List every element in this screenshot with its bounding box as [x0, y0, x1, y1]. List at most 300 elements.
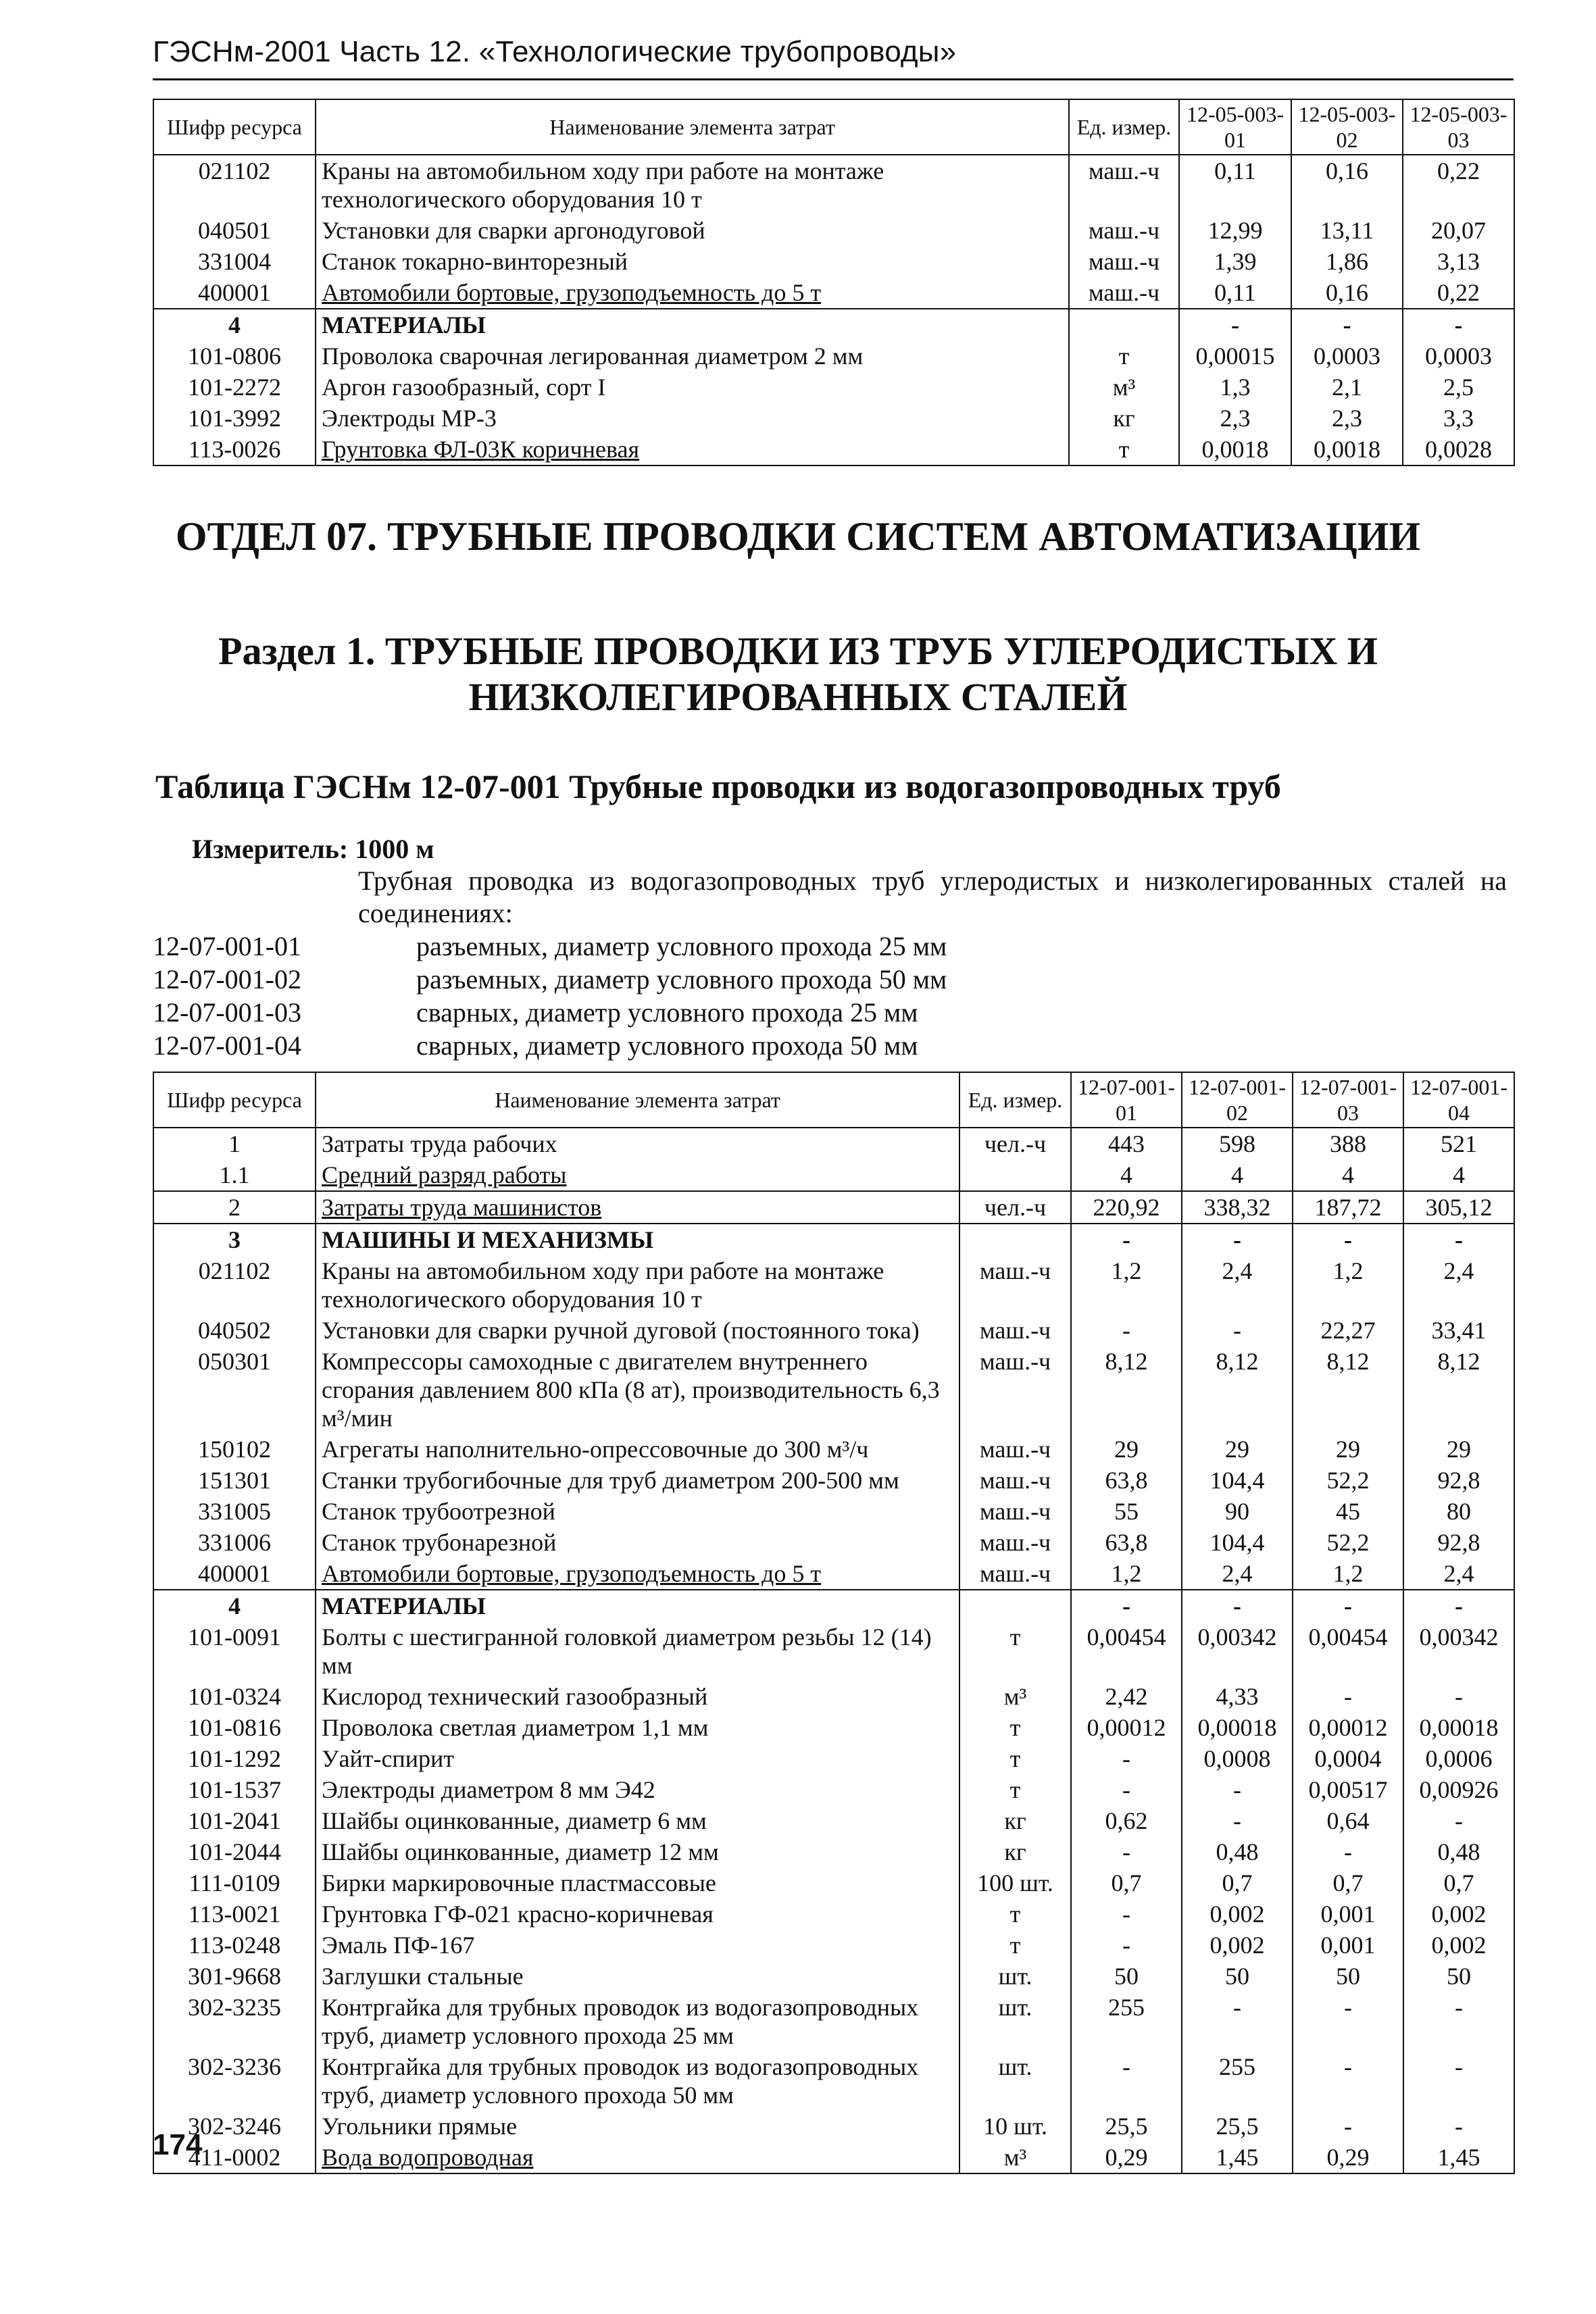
- value-cell: 0,0018: [1179, 434, 1291, 466]
- value-cell: 0,11: [1179, 277, 1291, 309]
- unit-cell: 10 шт.: [959, 2111, 1071, 2142]
- table-row: [153, 2051, 1514, 2111]
- value-cell: 0,0018: [1291, 434, 1403, 466]
- unit-cell: маш.-ч: [1069, 155, 1179, 215]
- value-cell: -: [1403, 2111, 1514, 2142]
- resource-code-cell: 1: [153, 1128, 316, 1159]
- unit-cell: маш.-ч: [959, 1465, 1071, 1496]
- resource-name-cell: Кислород технический газообразный: [316, 1681, 959, 1712]
- unit-cell: т: [959, 1743, 1071, 1774]
- value-cell: 0,48: [1182, 1836, 1293, 1867]
- table-row: [153, 2142, 1514, 2173]
- value-cell: -: [1403, 309, 1514, 341]
- resource-name-cell: Станок трубонарезной: [316, 1527, 959, 1558]
- table-row: [153, 1836, 1514, 1867]
- value-cell: 2,3: [1179, 403, 1291, 434]
- value-cell: -: [1403, 1992, 1514, 2051]
- unit-cell: маш.-ч: [959, 1255, 1071, 1315]
- value-cell: 521: [1403, 1128, 1514, 1159]
- value-cell: 0,7: [1182, 1867, 1293, 1898]
- resource-name-cell: Бирки маркировочные пластмассовые: [316, 1867, 959, 1898]
- resource-name-cell: Угольники прямые: [316, 2111, 959, 2142]
- resource-name-cell: Установки для сварки ручной дуговой (постоянного тока): [316, 1315, 959, 1346]
- value-cell: 1,3: [1179, 372, 1291, 403]
- resource-code-cell: 021102: [153, 1255, 316, 1315]
- resource-code-cell: 331004: [153, 246, 316, 277]
- value-cell: 0,002: [1182, 1930, 1293, 1961]
- col-header-variant-2: 12-07-001-02: [1182, 1072, 1293, 1128]
- value-cell: -: [1182, 1774, 1293, 1805]
- table-row: [153, 1898, 1514, 1930]
- value-cell: 0,0008: [1182, 1743, 1293, 1774]
- table-row: [153, 1743, 1514, 1774]
- resource-code-cell: 150102: [153, 1434, 316, 1465]
- table-row: [153, 309, 1514, 341]
- col-header-variant-1: 12-05-003-01: [1179, 99, 1291, 155]
- page-number: 174: [153, 2128, 203, 2161]
- unit-cell: шт.: [959, 1992, 1071, 2051]
- unit-cell: маш.-ч: [959, 1558, 1071, 1590]
- table-row: [153, 1128, 1514, 1159]
- value-cell: 50: [1071, 1961, 1182, 1992]
- resource-name-cell: Заглушки стальные: [316, 1961, 959, 1992]
- table-row: [153, 246, 1514, 277]
- resource-name-cell: Грунтовка ФЛ-03К коричневая: [316, 434, 1069, 466]
- unit-cell: маш.-ч: [1069, 246, 1179, 277]
- value-cell: 0,00454: [1293, 1621, 1403, 1681]
- resource-name-cell: Проволока сварочная легированная диаметром 2 мм: [316, 341, 1069, 372]
- table-row: [153, 1712, 1514, 1743]
- value-cell: 0,00517: [1293, 1774, 1403, 1805]
- variant-text: сварных, диаметр условного прохода 25 мм: [416, 997, 918, 1028]
- resource-code-cell: 331006: [153, 1527, 316, 1558]
- value-cell: -: [1403, 2051, 1514, 2111]
- value-cell: 0,00012: [1071, 1712, 1182, 1743]
- resource-code-cell: 302-3246: [153, 2111, 316, 2142]
- col-header-variant-1: 12-07-001-01: [1071, 1072, 1182, 1128]
- value-cell: 0,48: [1403, 1836, 1514, 1867]
- resource-name-cell: МАШИНЫ И МЕХАНИЗМЫ: [316, 1224, 959, 1255]
- resource-code-cell: 151301: [153, 1465, 316, 1496]
- resource-name-cell: Электроды диаметром 8 мм Э42: [316, 1774, 959, 1805]
- resource-name-cell: Станок токарно-винторезный: [316, 246, 1069, 277]
- variant-row: [153, 963, 947, 996]
- value-cell: 0,62: [1071, 1805, 1182, 1836]
- table-row: [153, 1434, 1514, 1465]
- resource-name-cell: Электроды МР-3: [316, 403, 1069, 434]
- table-row: [153, 1621, 1514, 1681]
- table-row: [153, 341, 1514, 372]
- variant-row: [153, 930, 947, 963]
- value-cell: -: [1293, 2111, 1403, 2142]
- table-row: [153, 1961, 1514, 1992]
- table-row: [153, 1590, 1514, 1621]
- variant-code: 12-07-001-04: [153, 1030, 301, 1061]
- value-cell: -: [1071, 1743, 1182, 1774]
- table-row: [153, 1527, 1514, 1558]
- value-cell: 0,00018: [1182, 1712, 1293, 1743]
- unit-cell: чел.-ч: [959, 1191, 1071, 1224]
- value-cell: 50: [1403, 1961, 1514, 1992]
- value-cell: -: [1182, 1224, 1293, 1255]
- variant-code: 12-07-001-02: [153, 964, 301, 995]
- table-row: [153, 1681, 1514, 1712]
- value-cell: 0,7: [1293, 1867, 1403, 1898]
- value-cell: 0,00342: [1403, 1621, 1514, 1681]
- value-cell: -: [1182, 1992, 1293, 2051]
- table-row: [153, 1496, 1514, 1527]
- resource-name-cell: Средний разряд работы: [316, 1159, 959, 1191]
- value-cell: 1,45: [1403, 2142, 1514, 2173]
- value-cell: -: [1182, 1315, 1293, 1346]
- unit-cell: маш.-ч: [959, 1527, 1071, 1558]
- table-row: [153, 155, 1514, 215]
- value-cell: 1,86: [1291, 246, 1403, 277]
- resource-code-cell: 400001: [153, 1558, 316, 1590]
- unit-cell: кг: [959, 1805, 1071, 1836]
- value-cell: 63,8: [1071, 1527, 1182, 1558]
- unit-cell: шт.: [959, 2051, 1071, 2111]
- value-cell: 2,4: [1403, 1255, 1514, 1315]
- value-cell: 0,001: [1293, 1930, 1403, 1961]
- resource-code-cell: 101-0816: [153, 1712, 316, 1743]
- resource-code-cell: 101-2041: [153, 1805, 316, 1836]
- resource-code-cell: 021102: [153, 155, 316, 215]
- section-heading-line-2: НИЗКОЛЕГИРОВАННЫХ СТАЛЕЙ: [468, 675, 1128, 719]
- resource-name-cell: Шайбы оцинкованные, диаметр 6 мм: [316, 1805, 959, 1836]
- resource-name-cell: МАТЕРИАЛЫ: [316, 309, 1069, 341]
- unit-cell: маш.-ч: [1069, 215, 1179, 246]
- value-cell: 388: [1293, 1128, 1403, 1159]
- unit-cell: маш.-ч: [959, 1496, 1071, 1527]
- col-header-name: Наименование элемента затрат: [316, 99, 1069, 155]
- table-title: Таблица ГЭСНм 12-07-001 Трубные проводки из водогазопроводных труб: [155, 768, 1281, 805]
- value-cell: 0,0003: [1291, 341, 1403, 372]
- value-cell: 0,7: [1071, 1867, 1182, 1898]
- table-row: [153, 215, 1514, 246]
- unit-cell: маш.-ч: [959, 1346, 1071, 1434]
- value-cell: -: [1291, 309, 1403, 341]
- variant-text: разъемных, диаметр условного прохода 25 мм: [416, 931, 947, 961]
- value-cell: 92,8: [1403, 1527, 1514, 1558]
- table-row: [153, 1346, 1514, 1434]
- unit-cell: шт.: [959, 1961, 1071, 1992]
- value-cell: -: [1071, 1315, 1182, 1346]
- value-cell: 63,8: [1071, 1465, 1182, 1496]
- resource-code-cell: 3: [153, 1224, 316, 1255]
- unit-cell: т: [959, 1712, 1071, 1743]
- table-row: [153, 1774, 1514, 1805]
- value-cell: 29: [1293, 1434, 1403, 1465]
- table-row: [153, 1224, 1514, 1255]
- resource-name-cell: Станок трубоотрезной: [316, 1496, 959, 1527]
- value-cell: -: [1182, 1805, 1293, 1836]
- resource-code-cell: 101-0806: [153, 341, 316, 372]
- table-row: [153, 2111, 1514, 2142]
- value-cell: 1,2: [1071, 1255, 1182, 1315]
- value-cell: 2,3: [1291, 403, 1403, 434]
- unit-cell: т: [959, 1930, 1071, 1961]
- value-cell: 8,12: [1403, 1346, 1514, 1434]
- table-row: [153, 1465, 1514, 1496]
- unit-cell: т: [1069, 434, 1179, 466]
- value-cell: 2,4: [1182, 1558, 1293, 1590]
- table-header-row: [153, 1072, 1514, 1128]
- unit-cell: маш.-ч: [959, 1434, 1071, 1465]
- variant-row: [153, 996, 947, 1029]
- value-cell: 2,5: [1403, 372, 1514, 403]
- value-cell: -: [1403, 1224, 1514, 1255]
- table-row: [153, 1191, 1514, 1224]
- resource-code-cell: 302-3236: [153, 2051, 316, 2111]
- value-cell: 3,3: [1403, 403, 1514, 434]
- table-intro: Трубная проводка из водогазопроводных труб углеродистых и низколегированных сталей на соединениях:: [358, 865, 1507, 928]
- unit-cell: м³: [959, 2142, 1071, 2173]
- resource-code-cell: 111-0109: [153, 1867, 316, 1898]
- resource-code-cell: 113-0026: [153, 434, 316, 466]
- resource-code-cell: 113-0248: [153, 1930, 316, 1961]
- col-header-variant-3: 12-07-001-03: [1293, 1072, 1403, 1128]
- unit-cell: м³: [959, 1681, 1071, 1712]
- value-cell: 25,5: [1071, 2111, 1182, 2142]
- table-row: [153, 1992, 1514, 2051]
- value-cell: 0,002: [1182, 1898, 1293, 1930]
- resource-name-cell: Проволока светлая диаметром 1,1 мм: [316, 1712, 959, 1743]
- value-cell: 0,0028: [1403, 434, 1514, 466]
- value-cell: 0,002: [1403, 1898, 1514, 1930]
- value-cell: 305,12: [1403, 1191, 1514, 1224]
- resource-name-cell: Краны на автомобильном ходу при работе на монтаже технологического оборудования 10 т: [316, 1255, 959, 1315]
- measurement-unit: Измеритель: 1000 м: [192, 834, 434, 864]
- resource-code-cell: 331005: [153, 1496, 316, 1527]
- unit-cell: [1069, 309, 1179, 341]
- value-cell: 0,0004: [1293, 1743, 1403, 1774]
- value-cell: 0,64: [1293, 1805, 1403, 1836]
- value-cell: 50: [1293, 1961, 1403, 1992]
- value-cell: 1,2: [1293, 1558, 1403, 1590]
- variant-code: 12-07-001-01: [153, 931, 301, 961]
- variant-list: [153, 930, 947, 1062]
- value-cell: 104,4: [1182, 1465, 1293, 1496]
- resource-name-cell: Краны на автомобильном ходу при работе на монтаже технологического оборудования 10 т: [316, 155, 1069, 215]
- col-header-variant-3: 12-05-003-03: [1403, 99, 1514, 155]
- resource-name-cell: Уайт-спирит: [316, 1743, 959, 1774]
- value-cell: 255: [1182, 2051, 1293, 2111]
- table-row: [153, 1558, 1514, 1590]
- value-cell: 0,0003: [1403, 341, 1514, 372]
- value-cell: 4: [1293, 1159, 1403, 1191]
- value-cell: 1,39: [1179, 246, 1291, 277]
- value-cell: 8,12: [1071, 1346, 1182, 1434]
- value-cell: 4: [1071, 1159, 1182, 1191]
- resource-code-cell: 113-0021: [153, 1898, 316, 1930]
- value-cell: 0,0006: [1403, 1743, 1514, 1774]
- value-cell: -: [1071, 1774, 1182, 1805]
- resource-name-cell: Автомобили бортовые, грузоподъемность до 5 т: [316, 1558, 959, 1590]
- resource-name-cell: Станки трубогибочные для труб диаметром 200-500 мм: [316, 1465, 959, 1496]
- resource-code-cell: 411-0002: [153, 2142, 316, 2173]
- unit-cell: т: [959, 1621, 1071, 1681]
- col-header-variant-2: 12-05-003-02: [1291, 99, 1403, 155]
- value-cell: 0,00018: [1403, 1712, 1514, 1743]
- value-cell: -: [1071, 1224, 1182, 1255]
- value-cell: 1,45: [1182, 2142, 1293, 2173]
- value-cell: -: [1071, 1836, 1182, 1867]
- value-cell: 52,2: [1293, 1527, 1403, 1558]
- section-heading: [0, 628, 1596, 720]
- value-cell: 0,00015: [1179, 341, 1291, 372]
- value-cell: 29: [1071, 1434, 1182, 1465]
- unit-cell: т: [1069, 341, 1179, 372]
- resource-name-cell: Вода водопроводная: [316, 2142, 959, 2173]
- resource-code-cell: 302-3235: [153, 1992, 316, 2051]
- resource-name-cell: Болты с шестигранной головкой диаметром резьбы 12 (14) мм: [316, 1621, 959, 1681]
- value-cell: 8,12: [1293, 1346, 1403, 1434]
- unit-cell: [959, 1590, 1071, 1621]
- resource-code-cell: 101-0324: [153, 1681, 316, 1712]
- value-cell: 90: [1182, 1496, 1293, 1527]
- value-cell: 0,7: [1403, 1867, 1514, 1898]
- value-cell: 598: [1182, 1128, 1293, 1159]
- resource-name-cell: Затраты труда рабочих: [316, 1128, 959, 1159]
- unit-cell: маш.-ч: [959, 1315, 1071, 1346]
- value-cell: 8,12: [1182, 1346, 1293, 1434]
- col-header-unit: Ед. измер.: [1069, 99, 1179, 155]
- resource-code-cell: 040501: [153, 215, 316, 246]
- resource-name-cell: МАТЕРИАЛЫ: [316, 1590, 959, 1621]
- resource-code-cell: 050301: [153, 1346, 316, 1434]
- value-cell: 3,13: [1403, 246, 1514, 277]
- value-cell: -: [1293, 1681, 1403, 1712]
- resource-name-cell: Контргайка для трубных проводок из водогазопроводных труб, диаметр условного прохода 50 мм: [316, 2051, 959, 2111]
- value-cell: 12,99: [1179, 215, 1291, 246]
- value-cell: 33,41: [1403, 1315, 1514, 1346]
- resource-name-cell: Грунтовка ГФ-021 красно-коричневая: [316, 1898, 959, 1930]
- value-cell: 1,2: [1071, 1558, 1182, 1590]
- col-header-unit: Ед. измер.: [959, 1072, 1071, 1128]
- value-cell: 0,001: [1293, 1898, 1403, 1930]
- value-cell: 4,33: [1182, 1681, 1293, 1712]
- variant-text: сварных, диаметр условного прохода 50 мм: [416, 1030, 918, 1061]
- value-cell: 2,42: [1071, 1681, 1182, 1712]
- value-cell: 20,07: [1403, 215, 1514, 246]
- variant-row: [153, 1029, 947, 1062]
- value-cell: 255: [1071, 1992, 1182, 2051]
- value-cell: -: [1403, 1590, 1514, 1621]
- value-cell: -: [1179, 309, 1291, 341]
- resource-code-cell: 101-0091: [153, 1621, 316, 1681]
- table-row: [153, 1867, 1514, 1898]
- resource-code-cell: 101-1537: [153, 1774, 316, 1805]
- value-cell: 2,1: [1291, 372, 1403, 403]
- value-cell: 55: [1071, 1496, 1182, 1527]
- unit-cell: т: [959, 1774, 1071, 1805]
- value-cell: 50: [1182, 1961, 1293, 1992]
- resource-name-cell: Затраты труда машинистов: [316, 1191, 959, 1224]
- table-row: [153, 372, 1514, 403]
- resource-table-12-05-003: [153, 99, 1515, 466]
- unit-cell: т: [959, 1898, 1071, 1930]
- value-cell: 2,4: [1403, 1558, 1514, 1590]
- table-row: [153, 1159, 1514, 1191]
- value-cell: 25,5: [1182, 2111, 1293, 2142]
- value-cell: 0,00454: [1071, 1621, 1182, 1681]
- value-cell: 0,16: [1291, 155, 1403, 215]
- table-row: [153, 403, 1514, 434]
- value-cell: -: [1293, 1992, 1403, 2051]
- value-cell: -: [1403, 1805, 1514, 1836]
- value-cell: 13,11: [1291, 215, 1403, 246]
- resource-code-cell: 2: [153, 1191, 316, 1224]
- value-cell: 0,00926: [1403, 1774, 1514, 1805]
- value-cell: 0,00012: [1293, 1712, 1403, 1743]
- table-row: [153, 434, 1514, 466]
- resource-code-cell: 040502: [153, 1315, 316, 1346]
- value-cell: -: [1293, 2051, 1403, 2111]
- value-cell: 0,29: [1071, 2142, 1182, 2173]
- value-cell: 443: [1071, 1128, 1182, 1159]
- resource-code-cell: 101-2044: [153, 1836, 316, 1867]
- value-cell: 22,27: [1293, 1315, 1403, 1346]
- col-header-code: Шифр ресурса: [153, 1072, 316, 1128]
- col-header-name: Наименование элемента затрат: [316, 1072, 959, 1128]
- resource-name-cell: Агрегаты наполнительно-опрессовочные до 300 м³/ч: [316, 1434, 959, 1465]
- value-cell: 0,002: [1403, 1930, 1514, 1961]
- value-cell: 52,2: [1293, 1465, 1403, 1496]
- table-row: [153, 277, 1514, 309]
- value-cell: 29: [1403, 1434, 1514, 1465]
- unit-cell: маш.-ч: [1069, 277, 1179, 309]
- value-cell: -: [1182, 1590, 1293, 1621]
- value-cell: -: [1071, 2051, 1182, 2111]
- resource-name-cell: Контргайка для трубных проводок из водогазопроводных труб, диаметр условного прохода 25 мм: [316, 1992, 959, 2051]
- value-cell: -: [1071, 1930, 1182, 1961]
- resource-name-cell: Эмаль ПФ-167: [316, 1930, 959, 1961]
- value-cell: 0,29: [1293, 2142, 1403, 2173]
- running-header: ГЭСНм-2001 Часть 12. «Технологические трубопроводы»: [153, 35, 957, 68]
- resource-code-cell: 400001: [153, 277, 316, 309]
- table-row: [153, 1805, 1514, 1836]
- value-cell: -: [1403, 1681, 1514, 1712]
- variant-text: разъемных, диаметр условного прохода 50 мм: [416, 964, 947, 995]
- value-cell: 29: [1182, 1434, 1293, 1465]
- value-cell: 220,92: [1071, 1191, 1182, 1224]
- value-cell: 1,2: [1293, 1255, 1403, 1315]
- value-cell: 4: [1182, 1159, 1293, 1191]
- resource-code-cell: 101-1292: [153, 1743, 316, 1774]
- header-rule: [153, 78, 1514, 80]
- resource-name-cell: Аргон газообразный, сорт I: [316, 372, 1069, 403]
- resource-name-cell: Шайбы оцинкованные, диаметр 12 мм: [316, 1836, 959, 1867]
- section-heading-line-1: Раздел 1. ТРУБНЫЕ ПРОВОДКИ ИЗ ТРУБ УГЛЕРОДИСТЫХ И: [218, 629, 1378, 673]
- department-heading: ОТДЕЛ 07. ТРУБНЫЕ ПРОВОДКИ СИСТЕМ АВТОМАТИЗАЦИИ: [175, 514, 1421, 559]
- unit-cell: чел.-ч: [959, 1128, 1071, 1159]
- value-cell: 0,00342: [1182, 1621, 1293, 1681]
- value-cell: 0,16: [1291, 277, 1403, 309]
- resource-code-cell: 301-9668: [153, 1961, 316, 1992]
- value-cell: 338,32: [1182, 1191, 1293, 1224]
- value-cell: 45: [1293, 1496, 1403, 1527]
- variant-code: 12-07-001-03: [153, 997, 301, 1028]
- resource-table-12-07-001: [153, 1072, 1515, 2174]
- value-cell: 0,22: [1403, 277, 1514, 309]
- table-row: [153, 1255, 1514, 1315]
- resource-code-cell: 101-2272: [153, 372, 316, 403]
- table-row: [153, 1930, 1514, 1961]
- resource-code-cell: 4: [153, 309, 316, 341]
- value-cell: -: [1071, 1898, 1182, 1930]
- resource-code-cell: 101-3992: [153, 403, 316, 434]
